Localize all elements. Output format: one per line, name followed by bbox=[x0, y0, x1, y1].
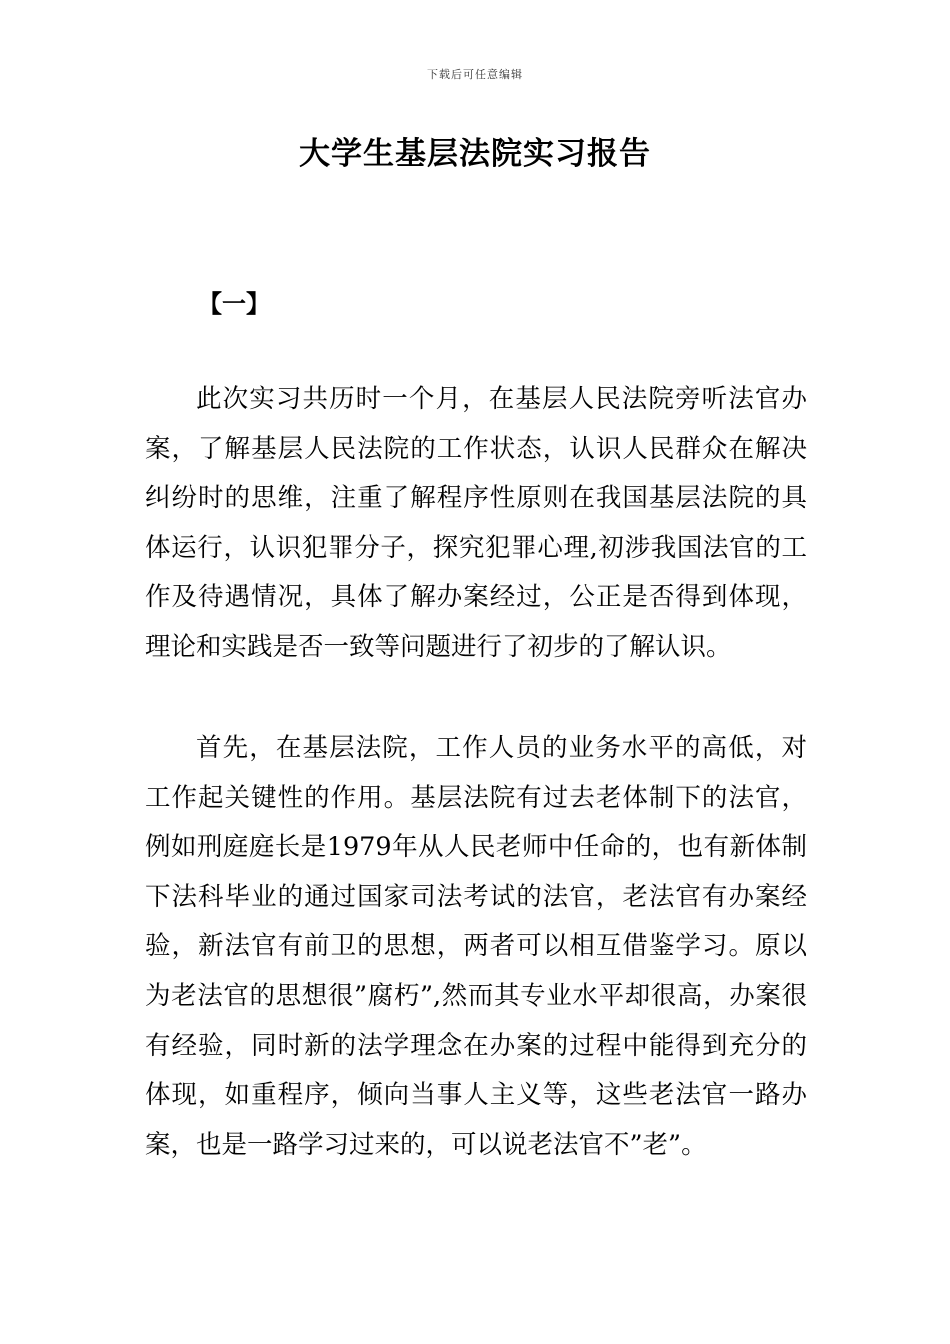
paragraph-1: 此次实习共历时一个月，在基层人民法院旁听法官办案，了解基层人民法院的工作状态，认识人民群众在解决纠纷时的思维，注重了解程序性原则在我国基层法院的具体运行，认识犯罪分子，探究犯罪心理,初涉我国法官的工作及待遇情况，具体了解办案经过，公正是否得到体现，理论和实践是否一致等问题进行了初步的了解认识。 bbox=[145, 384, 807, 662]
section-label: 【一】 bbox=[198, 290, 270, 318]
paragraph-2: 首先，在基层法院，工作人员的业务水平的高低，对工作起关键性的作用。基层法院有过去老体制下的法官，例如刑庭庭长是1979年从人民老师中任命的，也有新体制下法科毕业的通过国家司法考试的法官，老法官有办案经验，新法官有前卫的思想，两者可以相互借鉴学习。原以为老法官的思想很”腐朽”,然而其专业水平却很高，办案很有经验，同时新的法学理念在办案的过程中能得到充分的体现，如重程序，倾向当事人主义等，这些老法官一路办案，也是一路学习过来的，可以说老法官不”老”。 bbox=[145, 733, 807, 1160]
document-title: 大学生基层法院实习报告 bbox=[299, 136, 651, 172]
header-note: 下载后可任意编辑 bbox=[427, 68, 523, 81]
